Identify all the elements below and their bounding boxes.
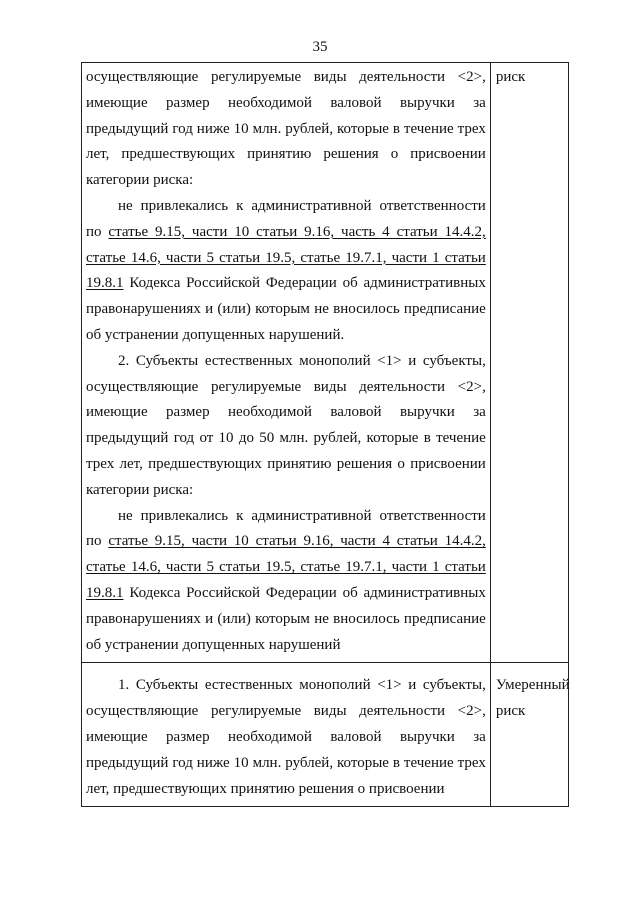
paragraph-text: осуществляющие регулируемые виды деятельности <2>, имеющие размер необходимой валовой выручки за предыдущий год ниже 10 млн. рублей, которые в течение трех лет, предшествующих принятию решения о присвоении категории риска:: [86, 69, 486, 189]
criteria-cell: [82, 63, 491, 663]
risk-cell: [490, 663, 568, 807]
paragraph: [86, 349, 486, 504]
law-reference-link[interactable]: статье 9.15, части 10 статьи 9.16, части 4 статьи 14.4.2, статье 14.6, части 5 статьи 19.5, статье 19.7.1, части 1 статьи 19.8.1: [86, 533, 486, 601]
paragraph-text: не привлекались к административной ответственности по: [86, 197, 486, 240]
paragraph: [86, 673, 486, 802]
paragraph-text: 1. Субъекты естественных монополий <1> и субъекты, осуществляющие регулируемые виды деятельности <2>, имеющие размер необходимой валовой выручки за предыдущий год ниже 10 млн. рублей, которые в течение трех лет, предшествующих принятию решения о присвоении: [86, 677, 486, 797]
paragraph-text: Кодекса Российской Федерации об административных правонарушениях и (или) которым не вносилось предписание об устранении допущенных нарушений: [86, 584, 486, 653]
paragraph-text: Кодекса Российской Федерации об административных правонарушениях и (или) которым не вносилось предписание об устранении допущенных нарушений.: [86, 275, 486, 343]
risk-cell: [490, 63, 568, 663]
paragraph: [86, 194, 486, 349]
paragraph-text: 2. Субъекты естественных монополий <1> и субъекты, осуществляющие регулируемые виды деятельности <2>, имеющие размер необходимой валовой выручки за предыдущий год от 10 до 50 млн. рублей, которые в течение трех лет, предшествующих принятию решения о присвоении категории риска:: [86, 352, 486, 498]
table-row: [82, 63, 569, 663]
risk-label: Умеренный риск: [495, 677, 570, 720]
table-row: [82, 663, 569, 807]
risk-category-table: [81, 62, 569, 807]
paragraph: [86, 504, 486, 659]
paragraph: [86, 65, 486, 194]
page-number: 35: [312, 39, 328, 55]
risk-label: риск: [495, 69, 526, 85]
law-reference-link[interactable]: статье 9.15, части 10 статьи 9.16, часть 4 статьи 14.4.2, статье 14.6, части 5 статьи 19.5, статье 19.7.1, части 1 статьи 19.8.1: [86, 223, 486, 292]
paragraph-text: не привлекались к административной ответственности по: [86, 507, 486, 550]
criteria-text: [82, 663, 490, 806]
criteria-text: [82, 63, 490, 662]
criteria-cell: [82, 663, 491, 807]
